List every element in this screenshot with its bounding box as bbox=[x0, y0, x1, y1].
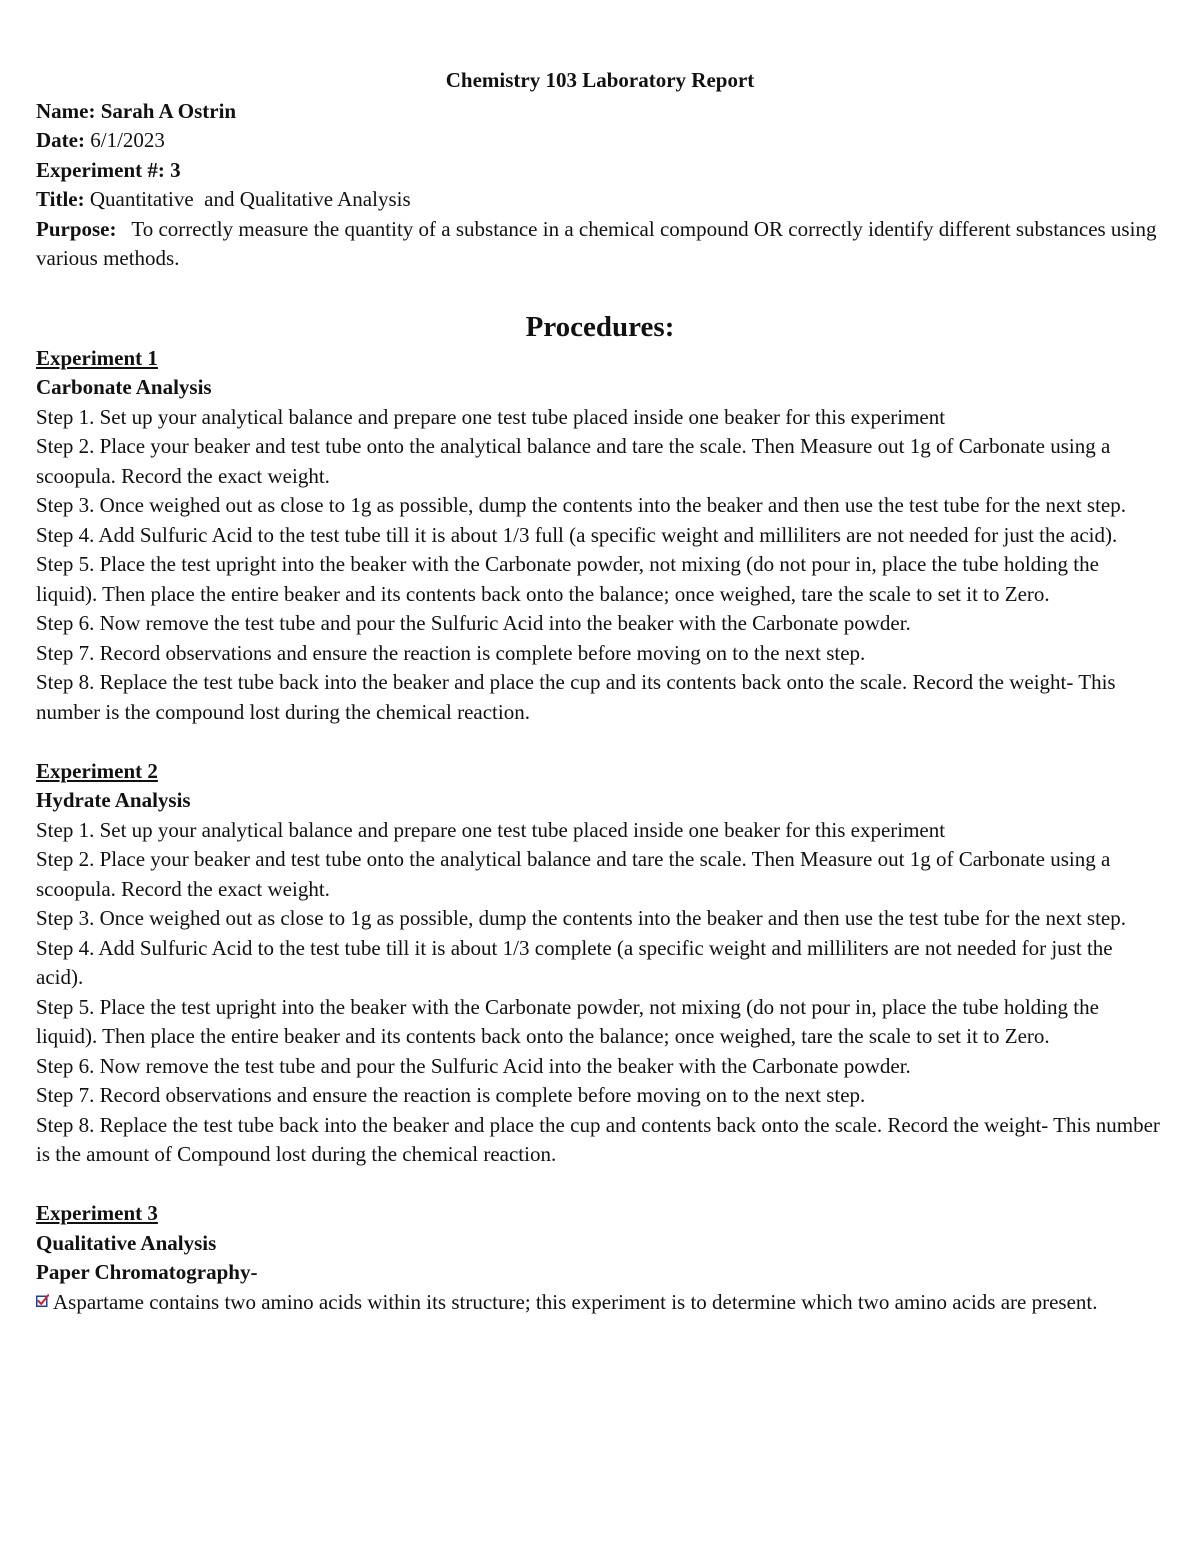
report-title: Chemistry 103 Laboratory Report bbox=[445, 68, 755, 92]
experiment-number-value: 3 bbox=[170, 157, 181, 182]
title-label: Title: bbox=[36, 187, 85, 211]
experiment-1-step: Step 4. Add Sulfuric Acid to the test tube till it is about 1/3 full (a specific weight and milliliters are not needed for just the acid). bbox=[36, 522, 1118, 547]
experiment-1-section bbox=[36, 344, 1164, 728]
name-value: Sarah A Ostrin bbox=[100, 98, 237, 123]
experiment-1-step: Step 8. Replace the test tube back into the beaker and place the cup and its contents back onto the scale. Record the weight- This number is the compound lost during the chemical reaction. bbox=[36, 670, 1116, 724]
experiment-2-step: Step 1. Set up your analytical balance and prepare one test tube placed inside one beaker for this experiment bbox=[36, 817, 946, 842]
title-field bbox=[36, 185, 1164, 215]
experiment-number-field bbox=[36, 156, 1164, 186]
experiment-number-label: Experiment #: bbox=[36, 157, 165, 182]
experiment-3-section bbox=[36, 1199, 1164, 1317]
experiment-2-step: Step 7. Record observations and ensure the reaction is complete before moving on to the next step. bbox=[36, 1083, 866, 1107]
title-value: Quantitative and Qualitative Analysis bbox=[89, 187, 411, 211]
name-field bbox=[36, 97, 1164, 127]
experiment-1-step: Step 1. Set up your analytical balance and prepare one test tube placed inside one beaker for this experiment bbox=[36, 404, 946, 429]
experiment-1-step: Step 7. Record observations and ensure the reaction is complete before moving on to the next step. bbox=[36, 640, 866, 665]
experiment-3-bullet-text: Aspartame contains two amino acids within its structure; this experiment is to determine which two amino acids are present. bbox=[53, 1289, 1098, 1314]
experiment-2-step: Step 8. Replace the test tube back into the beaker and place the cup and contents back onto the scale. Record the weight- This number is the amount of Compound lost during the chemical reaction. bbox=[36, 1112, 1160, 1166]
experiment-1-step: Step 5. Place the test upright into the beaker with the Carbonate powder, not mixing (do not pour in, place the tube holding the liquid). Then place the entire beaker and its contents back onto the balance; once weighed, tare the scale to set it to Zero. bbox=[36, 552, 1099, 606]
experiment-3-subtitle: Qualitative Analysis bbox=[36, 1230, 217, 1255]
experiment-1-step: Step 3. Once weighed out as close to 1g as possible, dump the contents into the beaker and then use the test tube for the next step. bbox=[36, 493, 1126, 517]
checkbox-checked-icon bbox=[36, 1294, 49, 1307]
date-value: 6/1/2023 bbox=[90, 128, 165, 152]
experiment-2-step: Step 4. Add Sulfuric Acid to the test tube till it is about 1/3 complete (a specific weight and milliliters are not needed for just the acid). bbox=[36, 935, 1113, 989]
experiment-2-title: Experiment 2 bbox=[36, 758, 158, 783]
experiment-1-title: Experiment 1 bbox=[36, 345, 158, 370]
experiment-1-subtitle: Carbonate Analysis bbox=[36, 375, 212, 399]
document-page bbox=[36, 66, 1164, 1317]
experiment-3-bullet bbox=[36, 1288, 1164, 1318]
name-label: Name: bbox=[36, 98, 96, 123]
experiment-3-method: Paper Chromatography- bbox=[36, 1260, 258, 1284]
purpose-label: Purpose: bbox=[36, 216, 117, 241]
experiment-2-step: Step 3. Once weighed out as close to 1g as possible, dump the contents into the beaker and then use the test tube for the next step. bbox=[36, 906, 1126, 930]
procedures-heading: Procedures: bbox=[525, 310, 675, 343]
purpose-field bbox=[36, 215, 1164, 274]
experiment-2-step: Step 6. Now remove the test tube and pour the Sulfuric Acid into the beaker with the Carbonate powder. bbox=[36, 1053, 911, 1078]
purpose-value: To correctly measure the quantity of a substance in a chemical compound OR correctly identify different substances using various methods. bbox=[36, 216, 1157, 270]
experiment-2-step: Step 2. Place your beaker and test tube onto the analytical balance and tare the scale. Then Measure out 1g of Carbonate using a scoopula. Record the exact weight. bbox=[36, 847, 1111, 901]
experiment-3-title: Experiment 3 bbox=[36, 1201, 158, 1225]
experiment-2-section bbox=[36, 757, 1164, 1170]
date-field bbox=[36, 126, 1164, 156]
date-label: Date: bbox=[36, 128, 85, 152]
experiment-1-step: Step 2. Place your beaker and test tube onto the analytical balance and tare the scale. Then Measure out 1g of Carbonate using a scoopula. Record the exact weight. bbox=[36, 434, 1111, 488]
experiment-1-step: Step 6. Now remove the test tube and pour the Sulfuric Acid into the beaker with the Carbonate powder. bbox=[36, 611, 911, 635]
experiment-2-step: Step 5. Place the test upright into the beaker with the Carbonate powder, not mixing (do not pour in, place the tube holding the liquid). Then place the entire beaker and its contents back onto the balance; once weighed, tare the scale to set it to Zero. bbox=[36, 994, 1099, 1048]
experiment-2-subtitle: Hydrate Analysis bbox=[36, 788, 191, 812]
